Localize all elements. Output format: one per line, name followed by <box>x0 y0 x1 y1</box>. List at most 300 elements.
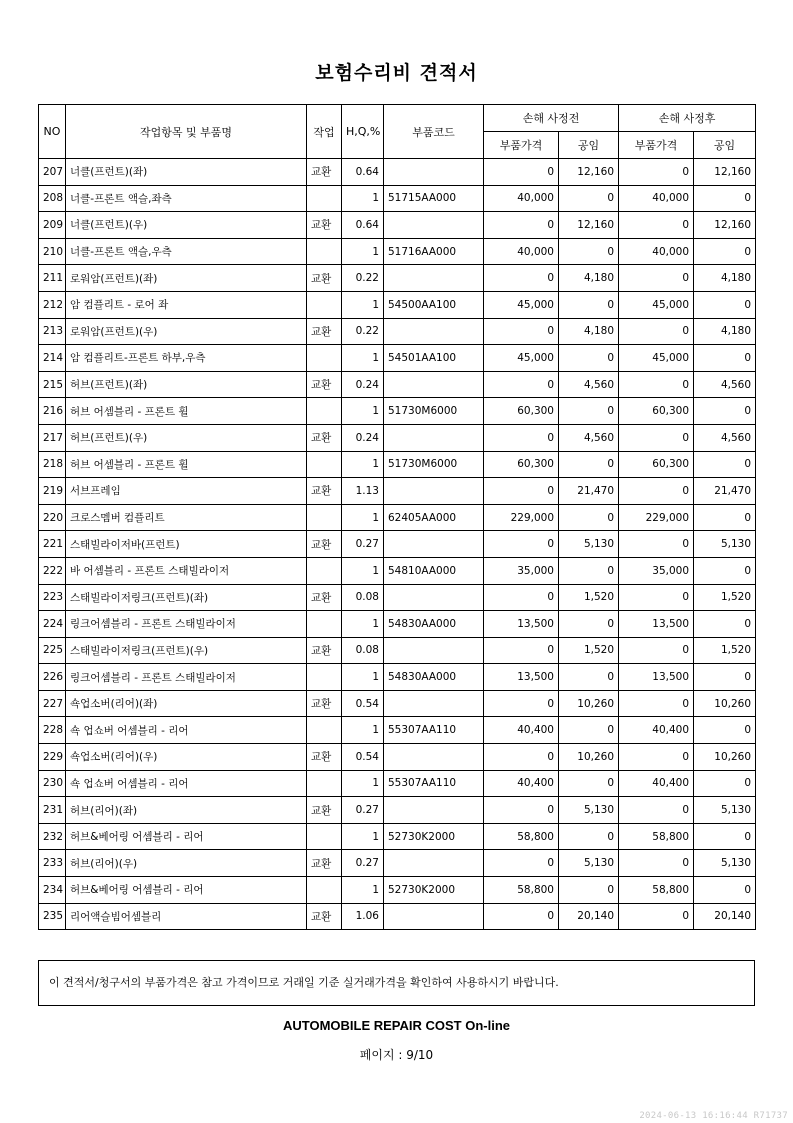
row-hq: 1 <box>342 291 384 318</box>
row-after-price: 0 <box>619 797 694 824</box>
row-before-labor: 21,470 <box>559 478 619 505</box>
row-before-labor: 0 <box>559 451 619 478</box>
row-item-name: 링크어셈블리 - 프론트 스태빌라이저 <box>66 611 307 638</box>
row-no: 232 <box>39 823 66 850</box>
row-no: 211 <box>39 265 66 292</box>
row-no: 214 <box>39 345 66 372</box>
row-hq: 0.24 <box>342 371 384 398</box>
row-hq: 0.22 <box>342 318 384 345</box>
row-after-labor: 0 <box>694 664 756 691</box>
row-after-price: 0 <box>619 265 694 292</box>
row-before-labor: 1,520 <box>559 637 619 664</box>
row-work: 교환 <box>307 797 342 824</box>
row-work: 교환 <box>307 531 342 558</box>
header-code: 부품코드 <box>384 105 484 159</box>
row-hq: 1 <box>342 664 384 691</box>
row-item-name: 허브&베어링 어셈블리 - 리어 <box>66 877 307 904</box>
row-work: 교환 <box>307 159 342 186</box>
row-before-price: 60,300 <box>484 451 559 478</box>
row-after-labor: 0 <box>694 451 756 478</box>
row-after-labor: 5,130 <box>694 531 756 558</box>
row-item-name: 쇽업소버(리어)(우) <box>66 744 307 771</box>
row-work: 교환 <box>307 478 342 505</box>
row-no: 228 <box>39 717 66 744</box>
row-item-name: 허브(프런트)(우) <box>66 424 307 451</box>
header-item: 작업항목 및 부품명 <box>66 105 307 159</box>
row-before-labor: 0 <box>559 398 619 425</box>
row-work: 교환 <box>307 744 342 771</box>
row-after-labor: 0 <box>694 504 756 531</box>
row-work <box>307 770 342 797</box>
row-item-name: 로워암(프런트)(좌) <box>66 265 307 292</box>
row-item-name: 너클(프런트)(우) <box>66 212 307 239</box>
table-row <box>39 584 756 611</box>
row-before-price: 40,400 <box>484 717 559 744</box>
row-before-labor: 5,130 <box>559 531 619 558</box>
row-hq: 0.64 <box>342 212 384 239</box>
row-before-labor: 12,160 <box>559 212 619 239</box>
header-after: 손해 사정후 <box>619 105 756 132</box>
row-after-price: 40,400 <box>619 717 694 744</box>
row-before-labor: 0 <box>559 664 619 691</box>
table-row <box>39 371 756 398</box>
row-part-code: 54501AA100 <box>384 345 484 372</box>
row-part-code: 54830AA000 <box>384 611 484 638</box>
table-row <box>39 637 756 664</box>
row-after-price: 0 <box>619 850 694 877</box>
row-part-code: 55307AA110 <box>384 770 484 797</box>
row-after-price: 0 <box>619 903 694 930</box>
row-hq: 1 <box>342 770 384 797</box>
row-after-labor: 10,260 <box>694 744 756 771</box>
table-row <box>39 291 756 318</box>
table-row <box>39 823 756 850</box>
row-item-name: 너클-프론트 액슬,우측 <box>66 238 307 265</box>
row-after-price: 13,500 <box>619 664 694 691</box>
row-before-price: 60,300 <box>484 398 559 425</box>
row-part-code <box>384 797 484 824</box>
row-after-labor: 0 <box>694 238 756 265</box>
row-before-price: 0 <box>484 371 559 398</box>
row-no: 229 <box>39 744 66 771</box>
row-before-price: 40,000 <box>484 238 559 265</box>
row-after-labor: 1,520 <box>694 637 756 664</box>
row-before-price: 58,800 <box>484 823 559 850</box>
row-item-name: 허브 어셈블리 - 프론트 휠 <box>66 398 307 425</box>
table-row <box>39 265 756 292</box>
table-row <box>39 664 756 691</box>
row-before-price: 0 <box>484 212 559 239</box>
row-part-code: 54500AA100 <box>384 291 484 318</box>
row-before-price: 0 <box>484 744 559 771</box>
row-item-name: 허브(리어)(좌) <box>66 797 307 824</box>
row-hq: 1 <box>342 345 384 372</box>
row-hq: 0.27 <box>342 797 384 824</box>
row-work <box>307 823 342 850</box>
row-no: 226 <box>39 664 66 691</box>
row-item-name: 링크어셈블리 - 프론트 스태빌라이저 <box>66 664 307 691</box>
header-no: NO <box>39 105 66 159</box>
header-after-labor: 공임 <box>694 132 756 159</box>
row-work <box>307 504 342 531</box>
row-hq: 0.24 <box>342 424 384 451</box>
table-row <box>39 877 756 904</box>
table-row <box>39 159 756 186</box>
row-before-labor: 0 <box>559 345 619 372</box>
row-work: 교환 <box>307 371 342 398</box>
row-after-labor: 21,470 <box>694 478 756 505</box>
row-part-code: 51730M6000 <box>384 451 484 478</box>
row-hq: 1 <box>342 504 384 531</box>
row-after-labor: 0 <box>694 770 756 797</box>
row-no: 223 <box>39 584 66 611</box>
row-part-code: 52730K2000 <box>384 823 484 850</box>
row-hq: 1 <box>342 877 384 904</box>
row-before-price: 0 <box>484 584 559 611</box>
table-row <box>39 398 756 425</box>
row-before-labor: 4,560 <box>559 424 619 451</box>
table-row <box>39 557 756 584</box>
row-part-code: 51716AA000 <box>384 238 484 265</box>
table-row <box>39 504 756 531</box>
row-after-price: 0 <box>619 371 694 398</box>
row-no: 225 <box>39 637 66 664</box>
row-no: 224 <box>39 611 66 638</box>
row-hq: 0.54 <box>342 744 384 771</box>
row-work: 교환 <box>307 212 342 239</box>
row-item-name: 스태빌라이저바(프런트) <box>66 531 307 558</box>
row-part-code <box>384 265 484 292</box>
row-after-price: 0 <box>619 690 694 717</box>
row-part-code: 51730M6000 <box>384 398 484 425</box>
row-hq: 0.64 <box>342 159 384 186</box>
row-hq: 1 <box>342 185 384 212</box>
row-before-price: 40,400 <box>484 770 559 797</box>
row-before-price: 0 <box>484 424 559 451</box>
row-before-labor: 5,130 <box>559 797 619 824</box>
row-after-price: 0 <box>619 212 694 239</box>
row-after-labor: 4,560 <box>694 371 756 398</box>
row-item-name: 서브프레임 <box>66 478 307 505</box>
row-before-labor: 0 <box>559 717 619 744</box>
row-part-code <box>384 424 484 451</box>
row-item-name: 쇽 업쇼버 어셈블리 - 리어 <box>66 770 307 797</box>
row-after-labor: 0 <box>694 557 756 584</box>
document-title: 보험수리비 견적서 <box>315 62 478 84</box>
row-no: 231 <box>39 797 66 824</box>
row-before-price: 0 <box>484 531 559 558</box>
row-no: 215 <box>39 371 66 398</box>
table-row <box>39 212 756 239</box>
table-row <box>39 690 756 717</box>
row-work: 교환 <box>307 424 342 451</box>
row-before-labor: 10,260 <box>559 690 619 717</box>
table-row <box>39 744 756 771</box>
row-work <box>307 664 342 691</box>
row-item-name: 너클(프런트)(좌) <box>66 159 307 186</box>
row-part-code <box>384 159 484 186</box>
row-part-code: 54810AA000 <box>384 557 484 584</box>
row-before-price: 0 <box>484 637 559 664</box>
row-after-price: 0 <box>619 424 694 451</box>
row-before-labor: 1,520 <box>559 584 619 611</box>
row-before-labor: 0 <box>559 185 619 212</box>
row-work: 교환 <box>307 265 342 292</box>
row-item-name: 허브(프런트)(좌) <box>66 371 307 398</box>
row-part-code <box>384 850 484 877</box>
row-no: 218 <box>39 451 66 478</box>
table-row <box>39 345 756 372</box>
row-part-code <box>384 212 484 239</box>
row-no: 220 <box>39 504 66 531</box>
table-row <box>39 318 756 345</box>
row-after-price: 40,000 <box>619 185 694 212</box>
row-no: 227 <box>39 690 66 717</box>
row-no: 222 <box>39 557 66 584</box>
row-after-labor: 12,160 <box>694 159 756 186</box>
row-hq: 1.13 <box>342 478 384 505</box>
row-hq: 1 <box>342 451 384 478</box>
row-after-price: 58,800 <box>619 823 694 850</box>
row-work <box>307 451 342 478</box>
row-after-price: 60,300 <box>619 451 694 478</box>
row-after-price: 45,000 <box>619 291 694 318</box>
row-after-labor: 12,160 <box>694 212 756 239</box>
row-hq: 0.54 <box>342 690 384 717</box>
row-work <box>307 877 342 904</box>
row-work <box>307 717 342 744</box>
row-work: 교환 <box>307 903 342 930</box>
row-no: 230 <box>39 770 66 797</box>
row-hq: 1 <box>342 611 384 638</box>
row-part-code <box>384 318 484 345</box>
row-item-name: 너클-프론트 액슬,좌측 <box>66 185 307 212</box>
row-after-labor: 0 <box>694 823 756 850</box>
row-after-price: 40,400 <box>619 770 694 797</box>
table-row <box>39 717 756 744</box>
row-after-price: 60,300 <box>619 398 694 425</box>
row-after-price: 0 <box>619 637 694 664</box>
row-before-labor: 4,180 <box>559 318 619 345</box>
row-before-labor: 10,260 <box>559 744 619 771</box>
row-before-labor: 0 <box>559 291 619 318</box>
row-part-code <box>384 371 484 398</box>
row-hq: 1 <box>342 557 384 584</box>
row-no: 213 <box>39 318 66 345</box>
row-work <box>307 557 342 584</box>
row-no: 210 <box>39 238 66 265</box>
row-item-name: 쇽업소버(리어)(좌) <box>66 690 307 717</box>
row-hq: 0.08 <box>342 584 384 611</box>
row-before-labor: 4,180 <box>559 265 619 292</box>
row-after-price: 0 <box>619 584 694 611</box>
row-part-code <box>384 744 484 771</box>
row-after-labor: 4,180 <box>694 318 756 345</box>
row-after-labor: 20,140 <box>694 903 756 930</box>
row-after-labor: 1,520 <box>694 584 756 611</box>
row-part-code: 52730K2000 <box>384 877 484 904</box>
row-hq: 0.08 <box>342 637 384 664</box>
row-no: 207 <box>39 159 66 186</box>
row-before-price: 0 <box>484 478 559 505</box>
row-after-price: 0 <box>619 744 694 771</box>
row-before-price: 229,000 <box>484 504 559 531</box>
row-item-name: 암 컴플리트 - 로어 좌 <box>66 291 307 318</box>
row-after-labor: 0 <box>694 611 756 638</box>
row-hq: 1 <box>342 238 384 265</box>
row-hq: 1 <box>342 823 384 850</box>
table-row <box>39 903 756 930</box>
row-work: 교환 <box>307 690 342 717</box>
row-work <box>307 398 342 425</box>
row-after-price: 0 <box>619 318 694 345</box>
row-before-price: 45,000 <box>484 291 559 318</box>
estimate-table <box>38 104 756 930</box>
row-before-labor: 0 <box>559 877 619 904</box>
row-no: 217 <box>39 424 66 451</box>
row-after-price: 45,000 <box>619 345 694 372</box>
row-part-code <box>384 584 484 611</box>
row-after-labor: 4,180 <box>694 265 756 292</box>
row-after-labor: 0 <box>694 345 756 372</box>
row-before-price: 13,500 <box>484 611 559 638</box>
row-before-labor: 0 <box>559 823 619 850</box>
row-no: 208 <box>39 185 66 212</box>
row-after-price: 40,000 <box>619 238 694 265</box>
row-hq: 1 <box>342 717 384 744</box>
row-item-name: 허브&베어링 어셈블리 - 리어 <box>66 823 307 850</box>
row-part-code <box>384 690 484 717</box>
row-after-labor: 5,130 <box>694 797 756 824</box>
row-work <box>307 238 342 265</box>
row-work <box>307 291 342 318</box>
row-before-price: 0 <box>484 903 559 930</box>
row-hq: 1 <box>342 398 384 425</box>
table-row <box>39 451 756 478</box>
row-item-name: 로워암(프런트)(우) <box>66 318 307 345</box>
row-no: 235 <box>39 903 66 930</box>
row-work: 교환 <box>307 318 342 345</box>
row-after-labor: 0 <box>694 717 756 744</box>
row-before-labor: 0 <box>559 611 619 638</box>
row-after-labor: 10,260 <box>694 690 756 717</box>
row-after-price: 13,500 <box>619 611 694 638</box>
row-before-labor: 0 <box>559 504 619 531</box>
row-part-code: 54830AA000 <box>384 664 484 691</box>
row-before-price: 35,000 <box>484 557 559 584</box>
header-hq: H,Q,% <box>342 105 384 159</box>
page-number: 페이지 : 9/10 <box>359 1048 434 1062</box>
row-before-labor: 0 <box>559 770 619 797</box>
row-work <box>307 611 342 638</box>
row-before-labor: 0 <box>559 557 619 584</box>
table-row <box>39 770 756 797</box>
row-part-code <box>384 637 484 664</box>
row-after-price: 229,000 <box>619 504 694 531</box>
row-before-price: 40,000 <box>484 185 559 212</box>
row-work: 교환 <box>307 637 342 664</box>
row-before-price: 58,800 <box>484 877 559 904</box>
table-row <box>39 238 756 265</box>
notice-box: 이 견적서/청구서의 부품가격은 참고 가격이므로 거래일 기준 실거래가격을 확인하여 사용하시기 바랍니다. <box>38 960 755 1006</box>
table-row <box>39 797 756 824</box>
row-before-price: 0 <box>484 850 559 877</box>
table-row <box>39 531 756 558</box>
row-hq: 0.27 <box>342 850 384 877</box>
table-body <box>39 159 756 930</box>
row-item-name: 스태빌라이저링크(프런트)(우) <box>66 637 307 664</box>
row-work: 교환 <box>307 584 342 611</box>
row-before-price: 45,000 <box>484 345 559 372</box>
row-after-labor: 0 <box>694 291 756 318</box>
row-work: 교환 <box>307 850 342 877</box>
row-item-name: 허브(리어)(우) <box>66 850 307 877</box>
row-before-price: 0 <box>484 690 559 717</box>
row-item-name: 바 어셈블리 - 프론트 스태빌라이저 <box>66 557 307 584</box>
row-item-name: 리어액슬빔어셈블리 <box>66 903 307 930</box>
row-hq: 1.06 <box>342 903 384 930</box>
row-before-price: 13,500 <box>484 664 559 691</box>
row-item-name: 쇽 업쇼버 어셈블리 - 리어 <box>66 717 307 744</box>
table-row <box>39 424 756 451</box>
header-work: 작업 <box>307 105 342 159</box>
row-after-labor: 0 <box>694 877 756 904</box>
row-part-code <box>384 903 484 930</box>
row-no: 221 <box>39 531 66 558</box>
row-part-code <box>384 478 484 505</box>
row-no: 209 <box>39 212 66 239</box>
table-row <box>39 850 756 877</box>
row-no: 219 <box>39 478 66 505</box>
row-before-price: 0 <box>484 159 559 186</box>
row-part-code: 62405AA000 <box>384 504 484 531</box>
row-item-name: 스태빌라이저링크(프런트)(좌) <box>66 584 307 611</box>
header-before-labor: 공임 <box>559 132 619 159</box>
row-work <box>307 345 342 372</box>
row-before-price: 0 <box>484 797 559 824</box>
print-timestamp: 2024-06-13 16:16:44 R71737 <box>639 1111 788 1121</box>
row-after-labor: 0 <box>694 185 756 212</box>
row-before-labor: 4,560 <box>559 371 619 398</box>
row-after-price: 0 <box>619 159 694 186</box>
row-work <box>307 185 342 212</box>
row-after-price: 58,800 <box>619 877 694 904</box>
header-after-price: 부품가격 <box>619 132 694 159</box>
row-part-code: 51715AA000 <box>384 185 484 212</box>
table-row <box>39 611 756 638</box>
row-part-code <box>384 531 484 558</box>
row-after-price: 35,000 <box>619 557 694 584</box>
row-before-labor: 20,140 <box>559 903 619 930</box>
row-after-price: 0 <box>619 531 694 558</box>
table-row <box>39 185 756 212</box>
row-after-labor: 4,560 <box>694 424 756 451</box>
row-before-labor: 0 <box>559 238 619 265</box>
row-before-labor: 12,160 <box>559 159 619 186</box>
row-item-name: 허브 어셈블리 - 프론트 휠 <box>66 451 307 478</box>
row-after-labor: 0 <box>694 398 756 425</box>
row-item-name: 크로스멤버 컴플리트 <box>66 504 307 531</box>
row-no: 212 <box>39 291 66 318</box>
row-no: 216 <box>39 398 66 425</box>
row-before-price: 0 <box>484 265 559 292</box>
row-after-price: 0 <box>619 478 694 505</box>
row-no: 234 <box>39 877 66 904</box>
row-after-labor: 5,130 <box>694 850 756 877</box>
header-before: 손해 사정전 <box>484 105 619 132</box>
row-hq: 0.22 <box>342 265 384 292</box>
footer-title: AUTOMOBILE REPAIR COST On-line <box>282 1018 511 1033</box>
